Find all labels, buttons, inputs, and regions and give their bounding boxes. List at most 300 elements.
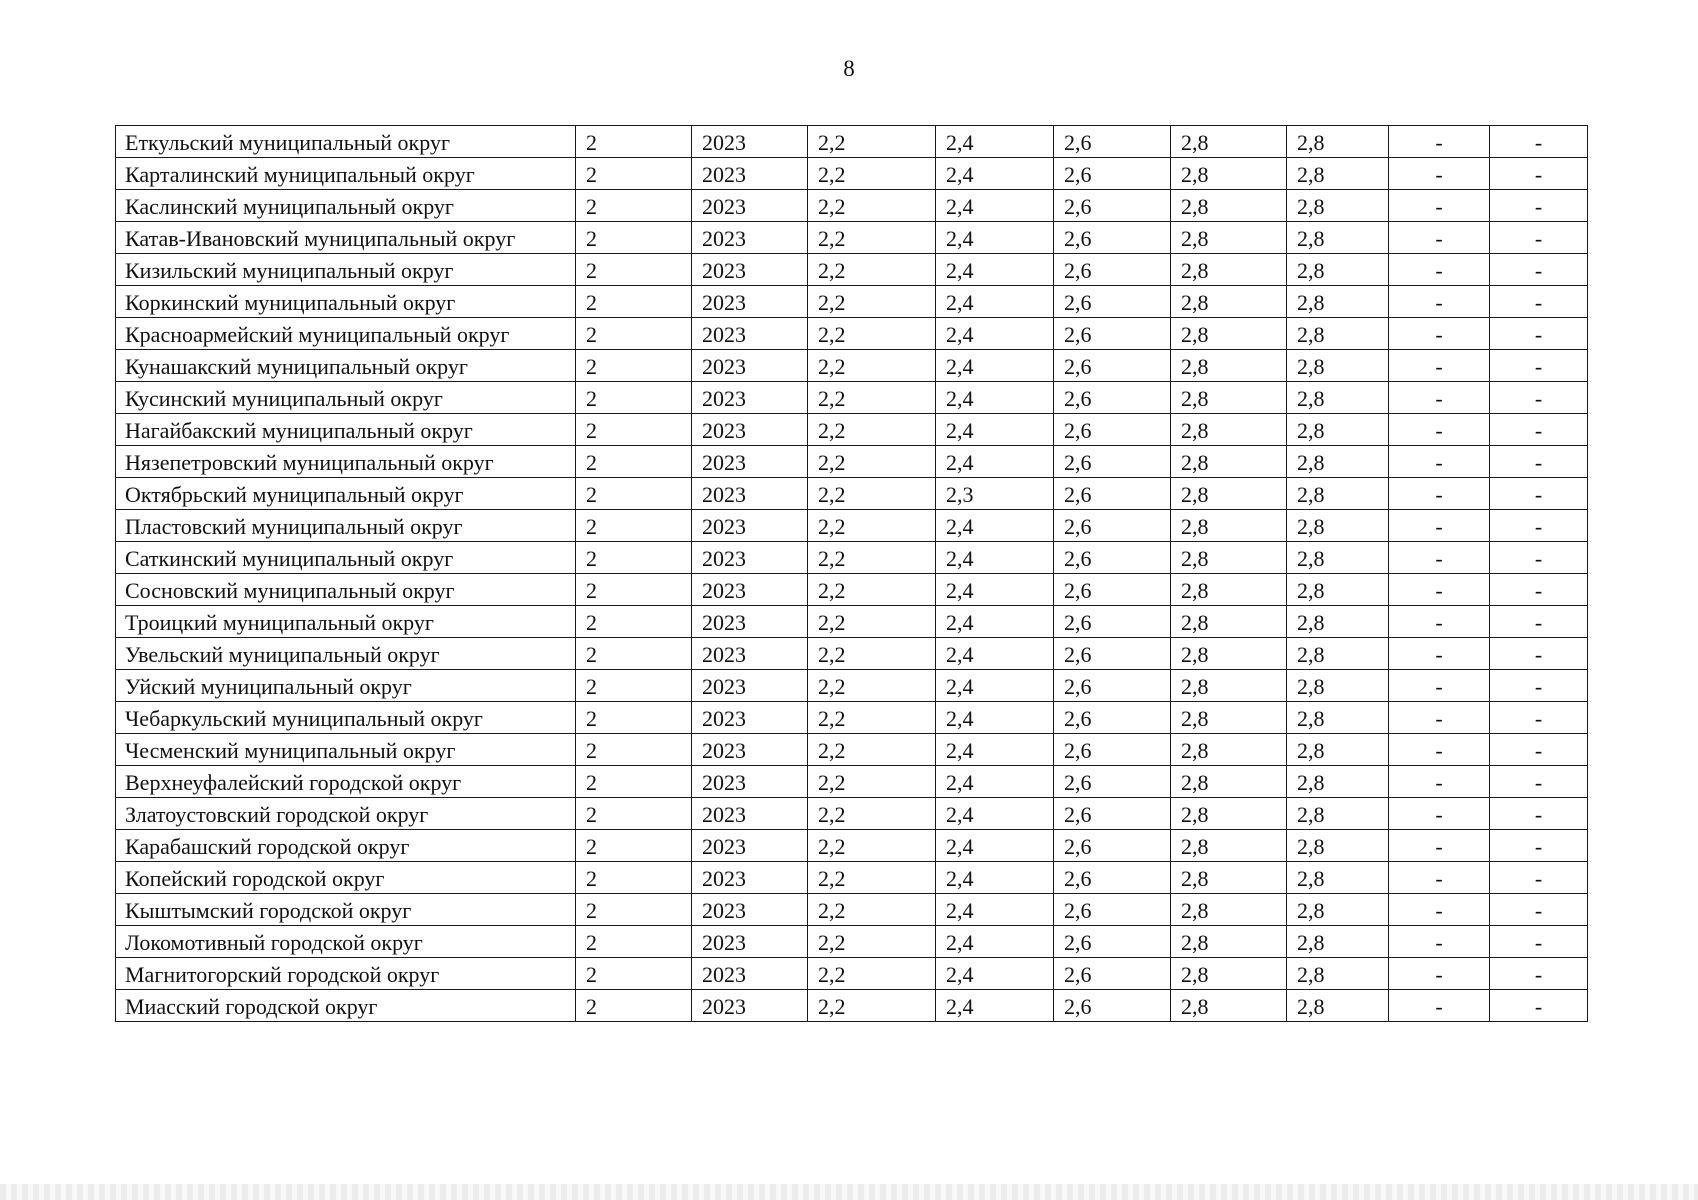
value-cell-7: - bbox=[1490, 862, 1588, 894]
category-cell: 2 bbox=[576, 254, 692, 286]
category-cell: 2 bbox=[576, 670, 692, 702]
value-cell-7: - bbox=[1490, 478, 1588, 510]
value-cell-7: - bbox=[1490, 510, 1588, 542]
value-cell-2: 2,4 bbox=[936, 894, 1054, 926]
value-cell-2: 2,4 bbox=[936, 382, 1054, 414]
value-cell-6: - bbox=[1389, 350, 1490, 382]
value-cell-1: 2,2 bbox=[808, 830, 936, 862]
value-cell-7: - bbox=[1490, 414, 1588, 446]
district-name-cell: Уйский муниципальный округ bbox=[116, 670, 576, 702]
value-cell-4: 2,8 bbox=[1171, 894, 1287, 926]
value-cell-2: 2,4 bbox=[936, 702, 1054, 734]
district-name-cell: Магнитогорский городской округ bbox=[116, 958, 576, 990]
table-row bbox=[116, 734, 1588, 766]
base-year-cell: 2023 bbox=[692, 414, 808, 446]
value-cell-1: 2,2 bbox=[808, 414, 936, 446]
category-cell: 2 bbox=[576, 286, 692, 318]
value-cell-7: - bbox=[1490, 286, 1588, 318]
value-cell-3: 2,6 bbox=[1054, 830, 1171, 862]
value-cell-5: 2,8 bbox=[1287, 510, 1389, 542]
district-name-cell: Кизильский муниципальный округ bbox=[116, 254, 576, 286]
value-cell-2: 2,4 bbox=[936, 446, 1054, 478]
district-name-cell: Кусинский муниципальный округ bbox=[116, 382, 576, 414]
category-cell: 2 bbox=[576, 190, 692, 222]
value-cell-3: 2,6 bbox=[1054, 286, 1171, 318]
value-cell-6: - bbox=[1389, 126, 1490, 158]
table-row bbox=[116, 286, 1588, 318]
table-row bbox=[116, 478, 1588, 510]
value-cell-3: 2,6 bbox=[1054, 958, 1171, 990]
district-name-cell: Карабашский городской округ bbox=[116, 830, 576, 862]
table-row bbox=[116, 830, 1588, 862]
value-cell-1: 2,2 bbox=[808, 766, 936, 798]
value-cell-6: - bbox=[1389, 958, 1490, 990]
value-cell-4: 2,8 bbox=[1171, 222, 1287, 254]
base-year-cell: 2023 bbox=[692, 158, 808, 190]
table-row bbox=[116, 926, 1588, 958]
table-row bbox=[116, 798, 1588, 830]
value-cell-4: 2,8 bbox=[1171, 382, 1287, 414]
value-cell-5: 2,8 bbox=[1287, 222, 1389, 254]
value-cell-1: 2,2 bbox=[808, 254, 936, 286]
value-cell-3: 2,6 bbox=[1054, 510, 1171, 542]
value-cell-6: - bbox=[1389, 638, 1490, 670]
table-row bbox=[116, 254, 1588, 286]
value-cell-6: - bbox=[1389, 894, 1490, 926]
value-cell-4: 2,8 bbox=[1171, 638, 1287, 670]
value-cell-1: 2,2 bbox=[808, 222, 936, 254]
value-cell-5: 2,8 bbox=[1287, 958, 1389, 990]
value-cell-4: 2,8 bbox=[1171, 510, 1287, 542]
value-cell-4: 2,8 bbox=[1171, 798, 1287, 830]
value-cell-3: 2,6 bbox=[1054, 542, 1171, 574]
value-cell-2: 2,4 bbox=[936, 158, 1054, 190]
value-cell-1: 2,2 bbox=[808, 734, 936, 766]
base-year-cell: 2023 bbox=[692, 926, 808, 958]
value-cell-4: 2,8 bbox=[1171, 606, 1287, 638]
table-row bbox=[116, 414, 1588, 446]
table-row bbox=[116, 702, 1588, 734]
table-row bbox=[116, 350, 1588, 382]
value-cell-5: 2,8 bbox=[1287, 190, 1389, 222]
base-year-cell: 2023 bbox=[692, 990, 808, 1022]
value-cell-3: 2,6 bbox=[1054, 862, 1171, 894]
value-cell-1: 2,2 bbox=[808, 318, 936, 350]
district-name-cell: Пластовский муниципальный округ bbox=[116, 510, 576, 542]
base-year-cell: 2023 bbox=[692, 606, 808, 638]
value-cell-6: - bbox=[1389, 190, 1490, 222]
value-cell-1: 2,2 bbox=[808, 126, 936, 158]
table-row bbox=[116, 638, 1588, 670]
base-year-cell: 2023 bbox=[692, 382, 808, 414]
value-cell-1: 2,2 bbox=[808, 286, 936, 318]
value-cell-2: 2,4 bbox=[936, 190, 1054, 222]
value-cell-2: 2,4 bbox=[936, 542, 1054, 574]
value-cell-2: 2,4 bbox=[936, 830, 1054, 862]
value-cell-1: 2,2 bbox=[808, 702, 936, 734]
value-cell-5: 2,8 bbox=[1287, 734, 1389, 766]
value-cell-3: 2,6 bbox=[1054, 606, 1171, 638]
table-row bbox=[116, 382, 1588, 414]
value-cell-4: 2,8 bbox=[1171, 542, 1287, 574]
table-row bbox=[116, 862, 1588, 894]
base-year-cell: 2023 bbox=[692, 766, 808, 798]
category-cell: 2 bbox=[576, 734, 692, 766]
value-cell-6: - bbox=[1389, 798, 1490, 830]
value-cell-6: - bbox=[1389, 766, 1490, 798]
value-cell-5: 2,8 bbox=[1287, 446, 1389, 478]
value-cell-2: 2,4 bbox=[936, 958, 1054, 990]
district-name-cell: Локомотивный городской округ bbox=[116, 926, 576, 958]
district-name-cell: Увельский муниципальный округ bbox=[116, 638, 576, 670]
value-cell-7: - bbox=[1490, 670, 1588, 702]
value-cell-3: 2,6 bbox=[1054, 126, 1171, 158]
value-cell-6: - bbox=[1389, 286, 1490, 318]
value-cell-2: 2,4 bbox=[936, 734, 1054, 766]
value-cell-6: - bbox=[1389, 574, 1490, 606]
value-cell-6: - bbox=[1389, 990, 1490, 1022]
table-row bbox=[116, 446, 1588, 478]
base-year-cell: 2023 bbox=[692, 830, 808, 862]
table-row bbox=[116, 510, 1588, 542]
base-year-cell: 2023 bbox=[692, 286, 808, 318]
value-cell-7: - bbox=[1490, 990, 1588, 1022]
value-cell-4: 2,8 bbox=[1171, 926, 1287, 958]
base-year-cell: 2023 bbox=[692, 798, 808, 830]
value-cell-7: - bbox=[1490, 606, 1588, 638]
value-cell-6: - bbox=[1389, 158, 1490, 190]
district-name-cell: Октябрьский муниципальный округ bbox=[116, 478, 576, 510]
value-cell-2: 2,4 bbox=[936, 574, 1054, 606]
district-name-cell: Кунашакский муниципальный округ bbox=[116, 350, 576, 382]
value-cell-6: - bbox=[1389, 446, 1490, 478]
value-cell-7: - bbox=[1490, 958, 1588, 990]
base-year-cell: 2023 bbox=[692, 734, 808, 766]
category-cell: 2 bbox=[576, 126, 692, 158]
value-cell-7: - bbox=[1490, 798, 1588, 830]
base-year-cell: 2023 bbox=[692, 638, 808, 670]
value-cell-6: - bbox=[1389, 478, 1490, 510]
value-cell-3: 2,6 bbox=[1054, 414, 1171, 446]
value-cell-7: - bbox=[1490, 318, 1588, 350]
category-cell: 2 bbox=[576, 318, 692, 350]
value-cell-6: - bbox=[1389, 862, 1490, 894]
value-cell-5: 2,8 bbox=[1287, 574, 1389, 606]
table-row bbox=[116, 222, 1588, 254]
value-cell-5: 2,8 bbox=[1287, 126, 1389, 158]
value-cell-3: 2,6 bbox=[1054, 446, 1171, 478]
value-cell-7: - bbox=[1490, 734, 1588, 766]
value-cell-2: 2,4 bbox=[936, 798, 1054, 830]
value-cell-4: 2,8 bbox=[1171, 126, 1287, 158]
value-cell-1: 2,2 bbox=[808, 478, 936, 510]
value-cell-5: 2,8 bbox=[1287, 926, 1389, 958]
value-cell-1: 2,2 bbox=[808, 446, 936, 478]
value-cell-7: - bbox=[1490, 222, 1588, 254]
value-cell-5: 2,8 bbox=[1287, 254, 1389, 286]
district-name-cell: Каслинский муниципальный округ bbox=[116, 190, 576, 222]
value-cell-1: 2,2 bbox=[808, 606, 936, 638]
value-cell-1: 2,2 bbox=[808, 510, 936, 542]
table-body bbox=[116, 126, 1588, 1022]
value-cell-1: 2,2 bbox=[808, 958, 936, 990]
value-cell-4: 2,8 bbox=[1171, 254, 1287, 286]
value-cell-4: 2,8 bbox=[1171, 286, 1287, 318]
value-cell-4: 2,8 bbox=[1171, 990, 1287, 1022]
value-cell-5: 2,8 bbox=[1287, 766, 1389, 798]
value-cell-7: - bbox=[1490, 126, 1588, 158]
base-year-cell: 2023 bbox=[692, 574, 808, 606]
value-cell-1: 2,2 bbox=[808, 990, 936, 1022]
value-cell-4: 2,8 bbox=[1171, 574, 1287, 606]
value-cell-3: 2,6 bbox=[1054, 158, 1171, 190]
value-cell-2: 2,4 bbox=[936, 670, 1054, 702]
value-cell-1: 2,2 bbox=[808, 894, 936, 926]
value-cell-6: - bbox=[1389, 222, 1490, 254]
value-cell-5: 2,8 bbox=[1287, 990, 1389, 1022]
value-cell-5: 2,8 bbox=[1287, 702, 1389, 734]
district-name-cell: Миасский городской округ bbox=[116, 990, 576, 1022]
value-cell-6: - bbox=[1389, 510, 1490, 542]
value-cell-7: - bbox=[1490, 190, 1588, 222]
table-row bbox=[116, 318, 1588, 350]
base-year-cell: 2023 bbox=[692, 958, 808, 990]
category-cell: 2 bbox=[576, 446, 692, 478]
value-cell-5: 2,8 bbox=[1287, 894, 1389, 926]
category-cell: 2 bbox=[576, 638, 692, 670]
value-cell-3: 2,6 bbox=[1054, 734, 1171, 766]
value-cell-3: 2,6 bbox=[1054, 318, 1171, 350]
value-cell-5: 2,8 bbox=[1287, 606, 1389, 638]
district-name-cell: Нагайбакский муниципальный округ bbox=[116, 414, 576, 446]
base-year-cell: 2023 bbox=[692, 318, 808, 350]
category-cell: 2 bbox=[576, 926, 692, 958]
value-cell-4: 2,8 bbox=[1171, 734, 1287, 766]
value-cell-7: - bbox=[1490, 382, 1588, 414]
table-row bbox=[116, 670, 1588, 702]
value-cell-3: 2,6 bbox=[1054, 638, 1171, 670]
value-cell-3: 2,6 bbox=[1054, 990, 1171, 1022]
table-row bbox=[116, 190, 1588, 222]
table-row bbox=[116, 990, 1588, 1022]
value-cell-1: 2,2 bbox=[808, 670, 936, 702]
value-cell-6: - bbox=[1389, 830, 1490, 862]
district-name-cell: Карталинский муниципальный округ bbox=[116, 158, 576, 190]
value-cell-3: 2,6 bbox=[1054, 222, 1171, 254]
value-cell-7: - bbox=[1490, 830, 1588, 862]
category-cell: 2 bbox=[576, 510, 692, 542]
base-year-cell: 2023 bbox=[692, 702, 808, 734]
base-year-cell: 2023 bbox=[692, 222, 808, 254]
value-cell-7: - bbox=[1490, 542, 1588, 574]
value-cell-3: 2,6 bbox=[1054, 702, 1171, 734]
value-cell-5: 2,8 bbox=[1287, 158, 1389, 190]
value-cell-2: 2,4 bbox=[936, 510, 1054, 542]
base-year-cell: 2023 bbox=[692, 894, 808, 926]
base-year-cell: 2023 bbox=[692, 190, 808, 222]
value-cell-3: 2,6 bbox=[1054, 350, 1171, 382]
value-cell-2: 2,4 bbox=[936, 254, 1054, 286]
value-cell-5: 2,8 bbox=[1287, 286, 1389, 318]
category-cell: 2 bbox=[576, 958, 692, 990]
table-row bbox=[116, 126, 1588, 158]
value-cell-5: 2,8 bbox=[1287, 542, 1389, 574]
value-cell-7: - bbox=[1490, 702, 1588, 734]
value-cell-2: 2,4 bbox=[936, 222, 1054, 254]
table-row bbox=[116, 958, 1588, 990]
value-cell-2: 2,4 bbox=[936, 638, 1054, 670]
value-cell-1: 2,2 bbox=[808, 926, 936, 958]
district-name-cell: Катав-Ивановский муниципальный округ bbox=[116, 222, 576, 254]
value-cell-5: 2,8 bbox=[1287, 798, 1389, 830]
table-row bbox=[116, 894, 1588, 926]
base-year-cell: 2023 bbox=[692, 254, 808, 286]
district-name-cell: Златоустовский городской округ bbox=[116, 798, 576, 830]
category-cell: 2 bbox=[576, 798, 692, 830]
value-cell-3: 2,6 bbox=[1054, 574, 1171, 606]
value-cell-4: 2,8 bbox=[1171, 350, 1287, 382]
district-name-cell: Копейский городской округ bbox=[116, 862, 576, 894]
value-cell-1: 2,2 bbox=[808, 190, 936, 222]
value-cell-4: 2,8 bbox=[1171, 958, 1287, 990]
value-cell-7: - bbox=[1490, 894, 1588, 926]
value-cell-1: 2,2 bbox=[808, 862, 936, 894]
value-cell-4: 2,8 bbox=[1171, 414, 1287, 446]
value-cell-1: 2,2 bbox=[808, 350, 936, 382]
value-cell-3: 2,6 bbox=[1054, 382, 1171, 414]
value-cell-2: 2,4 bbox=[936, 286, 1054, 318]
value-cell-4: 2,8 bbox=[1171, 830, 1287, 862]
category-cell: 2 bbox=[576, 158, 692, 190]
page-number: 8 bbox=[843, 56, 855, 81]
district-name-cell: Верхнеуфалейский городской округ bbox=[116, 766, 576, 798]
district-name-cell: Кыштымский городской округ bbox=[116, 894, 576, 926]
district-name-cell: Красноармейский муниципальный округ bbox=[116, 318, 576, 350]
table-row bbox=[116, 542, 1588, 574]
value-cell-2: 2,4 bbox=[936, 862, 1054, 894]
base-year-cell: 2023 bbox=[692, 542, 808, 574]
value-cell-4: 2,8 bbox=[1171, 318, 1287, 350]
value-cell-5: 2,8 bbox=[1287, 350, 1389, 382]
category-cell: 2 bbox=[576, 478, 692, 510]
value-cell-3: 2,6 bbox=[1054, 926, 1171, 958]
value-cell-1: 2,2 bbox=[808, 382, 936, 414]
value-cell-5: 2,8 bbox=[1287, 670, 1389, 702]
base-year-cell: 2023 bbox=[692, 126, 808, 158]
district-name-cell: Саткинский муниципальный округ bbox=[116, 542, 576, 574]
table-row bbox=[116, 158, 1588, 190]
value-cell-3: 2,6 bbox=[1054, 798, 1171, 830]
value-cell-3: 2,6 bbox=[1054, 254, 1171, 286]
category-cell: 2 bbox=[576, 606, 692, 638]
base-year-cell: 2023 bbox=[692, 510, 808, 542]
value-cell-6: - bbox=[1389, 670, 1490, 702]
district-name-cell: Сосновский муниципальный округ bbox=[116, 574, 576, 606]
value-cell-7: - bbox=[1490, 574, 1588, 606]
value-cell-4: 2,8 bbox=[1171, 862, 1287, 894]
value-cell-2: 2,4 bbox=[936, 414, 1054, 446]
value-cell-1: 2,2 bbox=[808, 638, 936, 670]
value-cell-5: 2,8 bbox=[1287, 382, 1389, 414]
value-cell-2: 2,4 bbox=[936, 766, 1054, 798]
district-name-cell: Троицкий муниципальный округ bbox=[116, 606, 576, 638]
category-cell: 2 bbox=[576, 414, 692, 446]
category-cell: 2 bbox=[576, 894, 692, 926]
district-name-cell: Еткульский муниципальный округ bbox=[116, 126, 576, 158]
value-cell-2: 2,4 bbox=[936, 606, 1054, 638]
value-cell-2: 2,4 bbox=[936, 318, 1054, 350]
value-cell-6: - bbox=[1389, 414, 1490, 446]
value-cell-4: 2,8 bbox=[1171, 190, 1287, 222]
value-cell-3: 2,6 bbox=[1054, 894, 1171, 926]
district-name-cell: Коркинский муниципальный округ bbox=[116, 286, 576, 318]
value-cell-5: 2,8 bbox=[1287, 862, 1389, 894]
value-cell-1: 2,2 bbox=[808, 158, 936, 190]
category-cell: 2 bbox=[576, 766, 692, 798]
base-year-cell: 2023 bbox=[692, 446, 808, 478]
base-year-cell: 2023 bbox=[692, 670, 808, 702]
value-cell-6: - bbox=[1389, 734, 1490, 766]
value-cell-6: - bbox=[1389, 926, 1490, 958]
value-cell-5: 2,8 bbox=[1287, 318, 1389, 350]
category-cell: 2 bbox=[576, 382, 692, 414]
value-cell-4: 2,8 bbox=[1171, 670, 1287, 702]
category-cell: 2 bbox=[576, 574, 692, 606]
value-cell-7: - bbox=[1490, 158, 1588, 190]
district-name-cell: Нязепетровский муниципальный округ bbox=[116, 446, 576, 478]
value-cell-7: - bbox=[1490, 254, 1588, 286]
category-cell: 2 bbox=[576, 350, 692, 382]
value-cell-7: - bbox=[1490, 766, 1588, 798]
value-cell-3: 2,6 bbox=[1054, 766, 1171, 798]
district-name-cell: Чесменский муниципальный округ bbox=[116, 734, 576, 766]
value-cell-2: 2,4 bbox=[936, 926, 1054, 958]
district-name-cell: Чебаркульский муниципальный округ bbox=[116, 702, 576, 734]
table-row bbox=[116, 766, 1588, 798]
value-cell-2: 2,4 bbox=[936, 126, 1054, 158]
value-cell-4: 2,8 bbox=[1171, 702, 1287, 734]
value-cell-5: 2,8 bbox=[1287, 638, 1389, 670]
category-cell: 2 bbox=[576, 222, 692, 254]
value-cell-2: 2,4 bbox=[936, 350, 1054, 382]
value-cell-5: 2,8 bbox=[1287, 830, 1389, 862]
value-cell-6: - bbox=[1389, 382, 1490, 414]
value-cell-3: 2,6 bbox=[1054, 190, 1171, 222]
value-cell-1: 2,2 bbox=[808, 798, 936, 830]
value-cell-7: - bbox=[1490, 446, 1588, 478]
category-cell: 2 bbox=[576, 702, 692, 734]
value-cell-3: 2,6 bbox=[1054, 478, 1171, 510]
value-cell-6: - bbox=[1389, 318, 1490, 350]
indicator-table bbox=[115, 125, 1588, 1022]
value-cell-1: 2,2 bbox=[808, 542, 936, 574]
category-cell: 2 bbox=[576, 542, 692, 574]
value-cell-6: - bbox=[1389, 702, 1490, 734]
value-cell-7: - bbox=[1490, 350, 1588, 382]
table-row bbox=[116, 574, 1588, 606]
category-cell: 2 bbox=[576, 862, 692, 894]
category-cell: 2 bbox=[576, 830, 692, 862]
base-year-cell: 2023 bbox=[692, 478, 808, 510]
value-cell-5: 2,8 bbox=[1287, 414, 1389, 446]
value-cell-7: - bbox=[1490, 926, 1588, 958]
value-cell-7: - bbox=[1490, 638, 1588, 670]
value-cell-1: 2,2 bbox=[808, 574, 936, 606]
value-cell-3: 2,6 bbox=[1054, 670, 1171, 702]
table-row bbox=[116, 606, 1588, 638]
base-year-cell: 2023 bbox=[692, 862, 808, 894]
value-cell-6: - bbox=[1389, 254, 1490, 286]
